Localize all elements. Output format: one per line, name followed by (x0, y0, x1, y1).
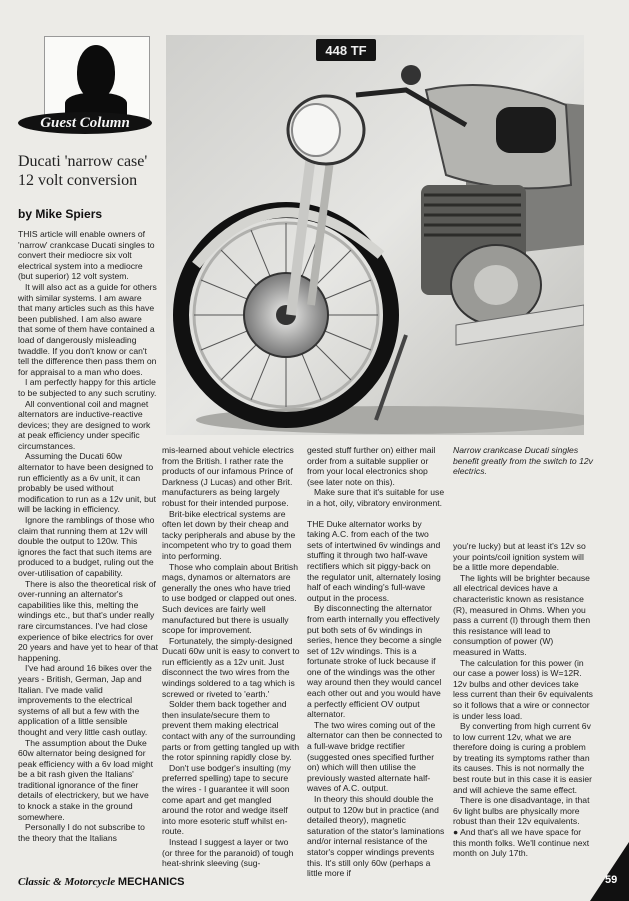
article-byline: by Mike Spiers (18, 207, 103, 221)
paragraph: Solder them back together and then insulate/secure them to prevent them making electrical contact with any of the surrounding parts or from getting tangled up with the rotor spinning rapidly close by. (162, 699, 300, 763)
paragraph: ● And that's all we have space for this month folks. We'll continue next month on July 17th. (453, 827, 590, 859)
text-column-2 (162, 445, 300, 869)
paragraph: Don't use bodger's insulting (my preferred spelling) tape to secure the wires - I guarantee it will soon come apart and get mangled around the rotor and wedge itself into more esoteric stuff whilst en-route. (162, 762, 291, 837)
paragraph: Ignore the ramblings of those who claim that running them at 12v will double the output to 120w. This ignores the fact that such items are produced to a budget, ruling out the over-utilisation of capability. (18, 515, 155, 578)
paragraph: Assuming the Ducati 60w alternator to have been designed to run efficiently as a 6v unit, it can probably be used without modification to run as a 12v unit, but will be lacking in efficiency. (18, 451, 157, 515)
paragraph: you're lucky) but at least it's 12v so your points/coil ignition system will be a little more dependable. (453, 541, 586, 573)
paragraph: gested stuff further on) either mail order from a suitable supplier or from your local electronics shop (see later note on this). (307, 445, 436, 487)
paragraph: Personally I do not subscribe to the theory that the Italians (18, 822, 145, 843)
paragraph: The calculation for this power (in our case a power loss) is W=12R. 12v bulbs and other devices take less current than their 6v equivalents so it follows that a wire or connector is under less load. (453, 657, 593, 721)
article-title: Ducati 'narrow case' 12 volt conversion (18, 153, 148, 189)
motorcycle-illustration (166, 35, 584, 435)
magazine-name-suffix: MECHANICS (117, 876, 185, 888)
guest-column-banner: Guest Column (18, 112, 152, 134)
paragraph: There is also the theoretical risk of over-running an alternator's capabilities like this, melting the windings etc., but that's under really rare circumstances. I've had close experience of bike electrics for over 20 years and have yet to hear of that happening. (18, 578, 158, 663)
page-corner-tab (590, 842, 629, 901)
paragraph: There is one disadvantage, in that 6v light bulbs are physically more robust than their 12v equivalents. (453, 795, 590, 827)
paragraph: Fortunately, the simply-designed Ducati 60w unit is easy to convert to run efficiently as a 12v unit. Just disconnect the two wires from the windings soldered to a tag which is screwed or riveted to 'earth.' (162, 635, 300, 699)
paragraph: All conventional coil and magnet alternators are inductive-reactive devices; they are designed to work at peak efficiency under specific circumstances. (18, 398, 151, 451)
paragraph: THIS article will enable owners of 'narrow' crankcase Ducati singles to convert their mediocre six volt electrical system into a mediocre (but superior) 12 volt system. (18, 229, 155, 282)
paragraph: Those who complain about British mags, dynamos or alternators are generally the ones who have tried to use bodged or clapped out ones. Such devices are fairly well manufactured but there is usually scope for improvement. (162, 561, 298, 636)
paragraph: I've had around 16 bikes over the years - British, German, Jap and Italian. I've made valid improvements to the electrical systems of all but a few with the application of a little sensible thought and very little cash outlay. (18, 663, 152, 737)
photo-caption: Narrow crankcase Ducati singles benefit greatly from the switch to 12v electrics. (453, 445, 593, 477)
text-column-1 (18, 229, 158, 843)
number-plate-text: 448 TF (325, 43, 367, 58)
paragraph: It will also act as a guide for others with similar systems. I am aware that many articles such as this have been published. I am also aware that some of them have contained a load of dangerously misleading twaddle. If you don't know or can't tell the difference then pass them on for appraisal to a man who does. (18, 281, 157, 377)
paragraph: In theory this should double the output to 120w but in practice (and detailed theory), magnetic saturation of the stator's laminations and/or internal resistance of the stator's copper windings prevents this. It's still only 60w (perhaps a little more if (307, 794, 445, 879)
page-number: 59 (605, 874, 618, 886)
paragraph: By converting from high current 6v to low current 12v, what we are therefore doing is curing a problem by treating its symptoms rather than its causes. This is not normally the best route but in this case it is easier and will achieve the same effect. (453, 721, 593, 795)
author-silhouette-icon (44, 36, 150, 120)
paragraph: The two wires coming out of the alternator can then be connected to a full-wave bridge rectifier (suggested ones specified further on) which will then utilise the previously wasted alternate half-waves of A.C. output. (307, 719, 443, 794)
paragraph: By disconnecting the alternator from earth internally you effectively put both sets of 6v windings in series, hence they become a single set of 12v windings. This is a fortunate stroke of luck because if one of the windings was the other way around then they would cancel each other out and you would have a perfectly efficient OV output alternator. (307, 603, 442, 720)
paragraph: Make sure that it's suitable for use in a hot, oily, vibratory environment. (307, 487, 445, 508)
text-column-4 (453, 541, 593, 859)
paragraph: The assumption about the Duke 60w alternator being designed for peak efficiency with a 6v load might be a bit rash given the Italians' traditional ignorance of the finer details of electrickery, but we have to knock a stake in the ground somewhere. (18, 737, 154, 822)
magazine-name-prefix: Classic & Motorcycle (18, 876, 118, 888)
magazine-name (18, 876, 185, 888)
paragraph: THE Duke alternator works by taking A.C. from each of the two sets of intertwined 6v windings and stuffing it through two half-wave rectifiers which sit piggy-back on the regulator unit, alternately losing half of each winding's full-wave output in the process. (307, 518, 441, 603)
paragraph: mis-learned about vehicle electrics from the British. I rather rate the products of our infamous Prince of Darkness (J Lucas) and other Brit. manufacturers as being largely robust for their intended purpose. (162, 445, 294, 508)
paragraph: I am perfectly happy for this article to be subjected to any such scrutiny. (18, 377, 157, 398)
text-column-3 (307, 445, 445, 879)
paragraph: Brit-bike electrical systems are often let down by their cheap and tacky peripherals and abuse by the incompetent who try to goad them into performing. (162, 508, 296, 561)
paragraph: The lights will be brighter because all electrical devices have a characteristic known as resistance (R), measured in Ohms. When you pass a current (I) through them then this resistance will lead to consumption of power (W) measured in Watts. (453, 572, 591, 657)
paragraph-spacer (307, 509, 445, 519)
paragraph: Instead I suggest a layer or two (or three for the paranoid) of tough heat-shrink sleeving (sug- (162, 836, 294, 869)
motorcycle-photo (166, 35, 584, 435)
